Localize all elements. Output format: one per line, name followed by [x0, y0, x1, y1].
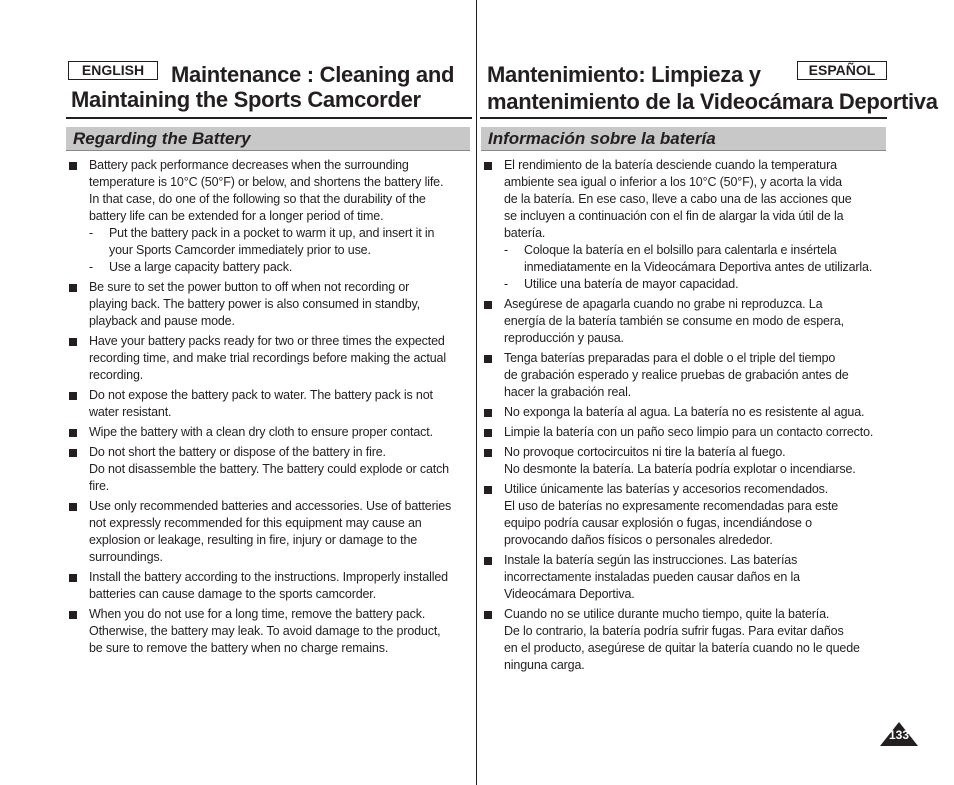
bullet-text-line: Battery pack performance decreases when the surrounding: [89, 158, 409, 172]
sub-item: [504, 242, 893, 276]
bullet-text-line: hacer la grabación real.: [504, 385, 632, 399]
bullet-text-line: recording.: [89, 368, 144, 382]
bullet-text-line: incorrectamente instaladas pueden causar daños en la: [504, 570, 800, 584]
sub-item-text-line: Utilice una batería de mayor capacidad.: [524, 277, 739, 291]
bullet-item: [66, 387, 476, 421]
language-badge-spanish: ESPAÑOL: [797, 61, 887, 80]
bullet-item: [66, 569, 476, 603]
page-title-english-line1: Maintenance : Cleaning and: [171, 62, 455, 87]
section-title-spanish: Información sobre la batería: [488, 129, 716, 148]
bullet-text-line: water resistant.: [89, 405, 172, 419]
page-title-english-line2: Maintaining the Sports Camcorder: [71, 87, 421, 112]
square-bullet-icon: [69, 449, 77, 457]
bullet-text-line: No desmonte la batería. La batería podría explotar o incendiarse.: [504, 462, 856, 476]
bullet-text-line: provocando daños físicos o personales alrededor.: [504, 533, 773, 547]
bullet-text-line: fire.: [89, 479, 110, 493]
dash-marker: -: [89, 226, 94, 240]
bullet-text-line: playing back. The battery power is also consumed in standby,: [89, 297, 421, 311]
section-header-english: [66, 127, 470, 151]
sub-item: [89, 259, 476, 276]
sub-item-text-line: inmediatamente en la Videocámara Deportiva antes de utilizarla.: [524, 260, 873, 274]
bullet-text-line: In that case, do one of the following so that the durability of the: [89, 192, 426, 206]
bullet-text-line: Otherwise, the battery may leak. To avoid damage to the product,: [89, 624, 441, 638]
bullet-item: [66, 279, 476, 330]
square-bullet-icon: [69, 429, 77, 437]
bullet-text-line: Asegúrese de apagarla cuando no grabe ni reproduzca. La: [504, 297, 823, 311]
bullet-text-line: explosion or leakage, resulting in fire, injury or damage to the: [89, 533, 418, 547]
bullet-text-line: se incluyen a continuación con el fin de alargar la vida útil de la: [504, 209, 844, 223]
bullet-text-line: Install the battery according to the instructions. Improperly installed: [89, 570, 448, 584]
bullet-text-line: temperature is 10°C (50°F) or below, and shortens the battery life.: [89, 175, 444, 189]
bullet-item: [481, 424, 893, 441]
bullet-text-line: Do not disassemble the battery. The battery could explode or catch: [89, 462, 449, 476]
dash-marker: -: [89, 260, 94, 274]
bullet-text-line: No exponga la batería al agua. La batería no es resistente al agua.: [504, 405, 865, 419]
bullet-item: [66, 333, 476, 384]
sub-item-text-line: Put the battery pack in a pocket to warm it up, and insert it in: [109, 226, 435, 240]
section-header-spanish: [481, 127, 886, 151]
square-bullet-icon: [69, 284, 77, 292]
dash-marker: -: [504, 243, 509, 257]
bullet-text-line: No provoque cortocircuitos ni tire la batería al fuego.: [504, 445, 786, 459]
bullet-text-line: Instale la batería según las instrucciones. Las baterías: [504, 553, 798, 567]
bullet-text-line: Do not short the battery or dispose of the battery in fire.: [89, 445, 386, 459]
bullet-item: [481, 606, 893, 674]
sub-item-text-line: Coloque la batería en el bolsillo para calentarla e insértela: [524, 243, 837, 257]
sub-item: [504, 276, 893, 293]
square-bullet-icon: [484, 355, 492, 363]
bullet-text-line: El uso de baterías no expresamente recomendadas para este: [504, 499, 839, 513]
bullet-list-spanish: [481, 157, 893, 677]
square-bullet-icon: [69, 574, 77, 582]
title-rule-english: [66, 117, 472, 119]
bullet-item: [66, 606, 476, 657]
bullet-text-line: playback and pause mode.: [89, 314, 235, 328]
bullet-item: [481, 350, 893, 401]
bullet-text-line: reproducción y pausa.: [504, 331, 624, 345]
bullet-text-line: Have your battery packs ready for two or three times the expected: [89, 334, 445, 348]
square-bullet-icon: [484, 429, 492, 437]
bullet-text-line: surroundings.: [89, 550, 163, 564]
page-title-spanish-line1: Mantenimiento: Limpieza y: [487, 62, 761, 87]
page-number: 133: [888, 728, 910, 742]
dash-marker: -: [504, 277, 509, 291]
square-bullet-icon: [484, 486, 492, 494]
sub-item-text-line: Use a large capacity battery pack.: [109, 260, 293, 274]
square-bullet-icon: [484, 301, 492, 309]
sub-list: [89, 225, 476, 276]
bullet-text-line: Wipe the battery with a clean dry cloth to ensure proper contact.: [89, 425, 433, 439]
square-bullet-icon: [69, 162, 77, 170]
sub-list: [504, 242, 893, 293]
bullet-text-line: Tenga baterías preparadas para el doble o el triple del tiempo: [504, 351, 836, 365]
bullet-text-line: recording time, and make trial recordings before making the actual: [89, 351, 446, 365]
bullet-text-line: Be sure to set the power button to off when not recording or: [89, 280, 410, 294]
bullet-text-line: Cuando no se utilice durante mucho tiempo, quite la batería.: [504, 607, 830, 621]
bullet-text-line: de la batería. En ese caso, lleve a cabo una de las acciones que: [504, 192, 852, 206]
bullet-text-line: Do not expose the battery pack to water. The battery pack is not: [89, 388, 433, 402]
sub-item: [89, 225, 476, 259]
bullet-text-line: be sure to remove the battery when no charge remains.: [89, 641, 389, 655]
bullet-item: [481, 157, 893, 293]
section-title-english: Regarding the Battery: [73, 129, 251, 148]
bullet-item: [481, 481, 893, 549]
square-bullet-icon: [484, 449, 492, 457]
bullet-item: [481, 552, 893, 603]
title-rule-spanish: [480, 117, 887, 119]
bullet-text-line: Videocámara Deportiva.: [504, 587, 635, 601]
bullet-item: [481, 404, 893, 421]
bullet-text-line: El rendimiento de la batería desciende cuando la temperatura: [504, 158, 837, 172]
square-bullet-icon: [484, 557, 492, 565]
square-bullet-icon: [69, 503, 77, 511]
bullet-item: [66, 424, 476, 441]
bullet-text-line: Limpie la batería con un paño seco limpio para un contacto correcto.: [504, 425, 874, 439]
bullet-item: [66, 444, 476, 495]
bullet-text-line: Use only recommended batteries and accessories. Use of batteries: [89, 499, 452, 513]
bullet-list-english: [66, 157, 476, 660]
language-badge-english: ENGLISH: [68, 61, 158, 80]
bullet-text-line: energía de la batería también se consume en modo de espera,: [504, 314, 844, 328]
bullet-text-line: equipo podría causar explosión o fugas, incendiándose o: [504, 516, 812, 530]
column-divider: [476, 0, 477, 785]
bullet-text-line: battery life can be extended for a longer period of time.: [89, 209, 384, 223]
bullet-text-line: not expressly recommended for this equipment may cause an: [89, 516, 422, 530]
square-bullet-icon: [484, 611, 492, 619]
square-bullet-icon: [69, 338, 77, 346]
bullet-text-line: Utilice únicamente las baterías y accesorios recomendados.: [504, 482, 829, 496]
page-title-spanish-line2: mantenimiento de la Videocámara Deportiva: [487, 89, 938, 114]
bullet-text-line: ambiente sea igual o inferior a los 10°C (50°F), y acorta la vida: [504, 175, 842, 189]
bullet-item: [481, 444, 893, 478]
sub-item-text-line: your Sports Camcorder immediately prior to use.: [109, 243, 371, 257]
square-bullet-icon: [484, 409, 492, 417]
square-bullet-icon: [484, 162, 492, 170]
bullet-text-line: When you do not use for a long time, remove the battery pack.: [89, 607, 426, 621]
bullet-text-line: en el producto, asegúrese de quitar la batería cuando no le quede: [504, 641, 860, 655]
bullet-item: [66, 157, 476, 276]
bullet-text-line: De lo contrario, la batería podría sufrir fugas. Para evitar daños: [504, 624, 844, 638]
bullet-text-line: de grabación esperado y realice pruebas de grabación antes de: [504, 368, 849, 382]
square-bullet-icon: [69, 611, 77, 619]
bullet-text-line: batteries can cause damage to the sports camcorder.: [89, 587, 376, 601]
bullet-item: [481, 296, 893, 347]
square-bullet-icon: [69, 392, 77, 400]
bullet-item: [66, 498, 476, 566]
bullet-text-line: batería.: [504, 226, 546, 240]
bullet-text-line: ninguna carga.: [504, 658, 585, 672]
